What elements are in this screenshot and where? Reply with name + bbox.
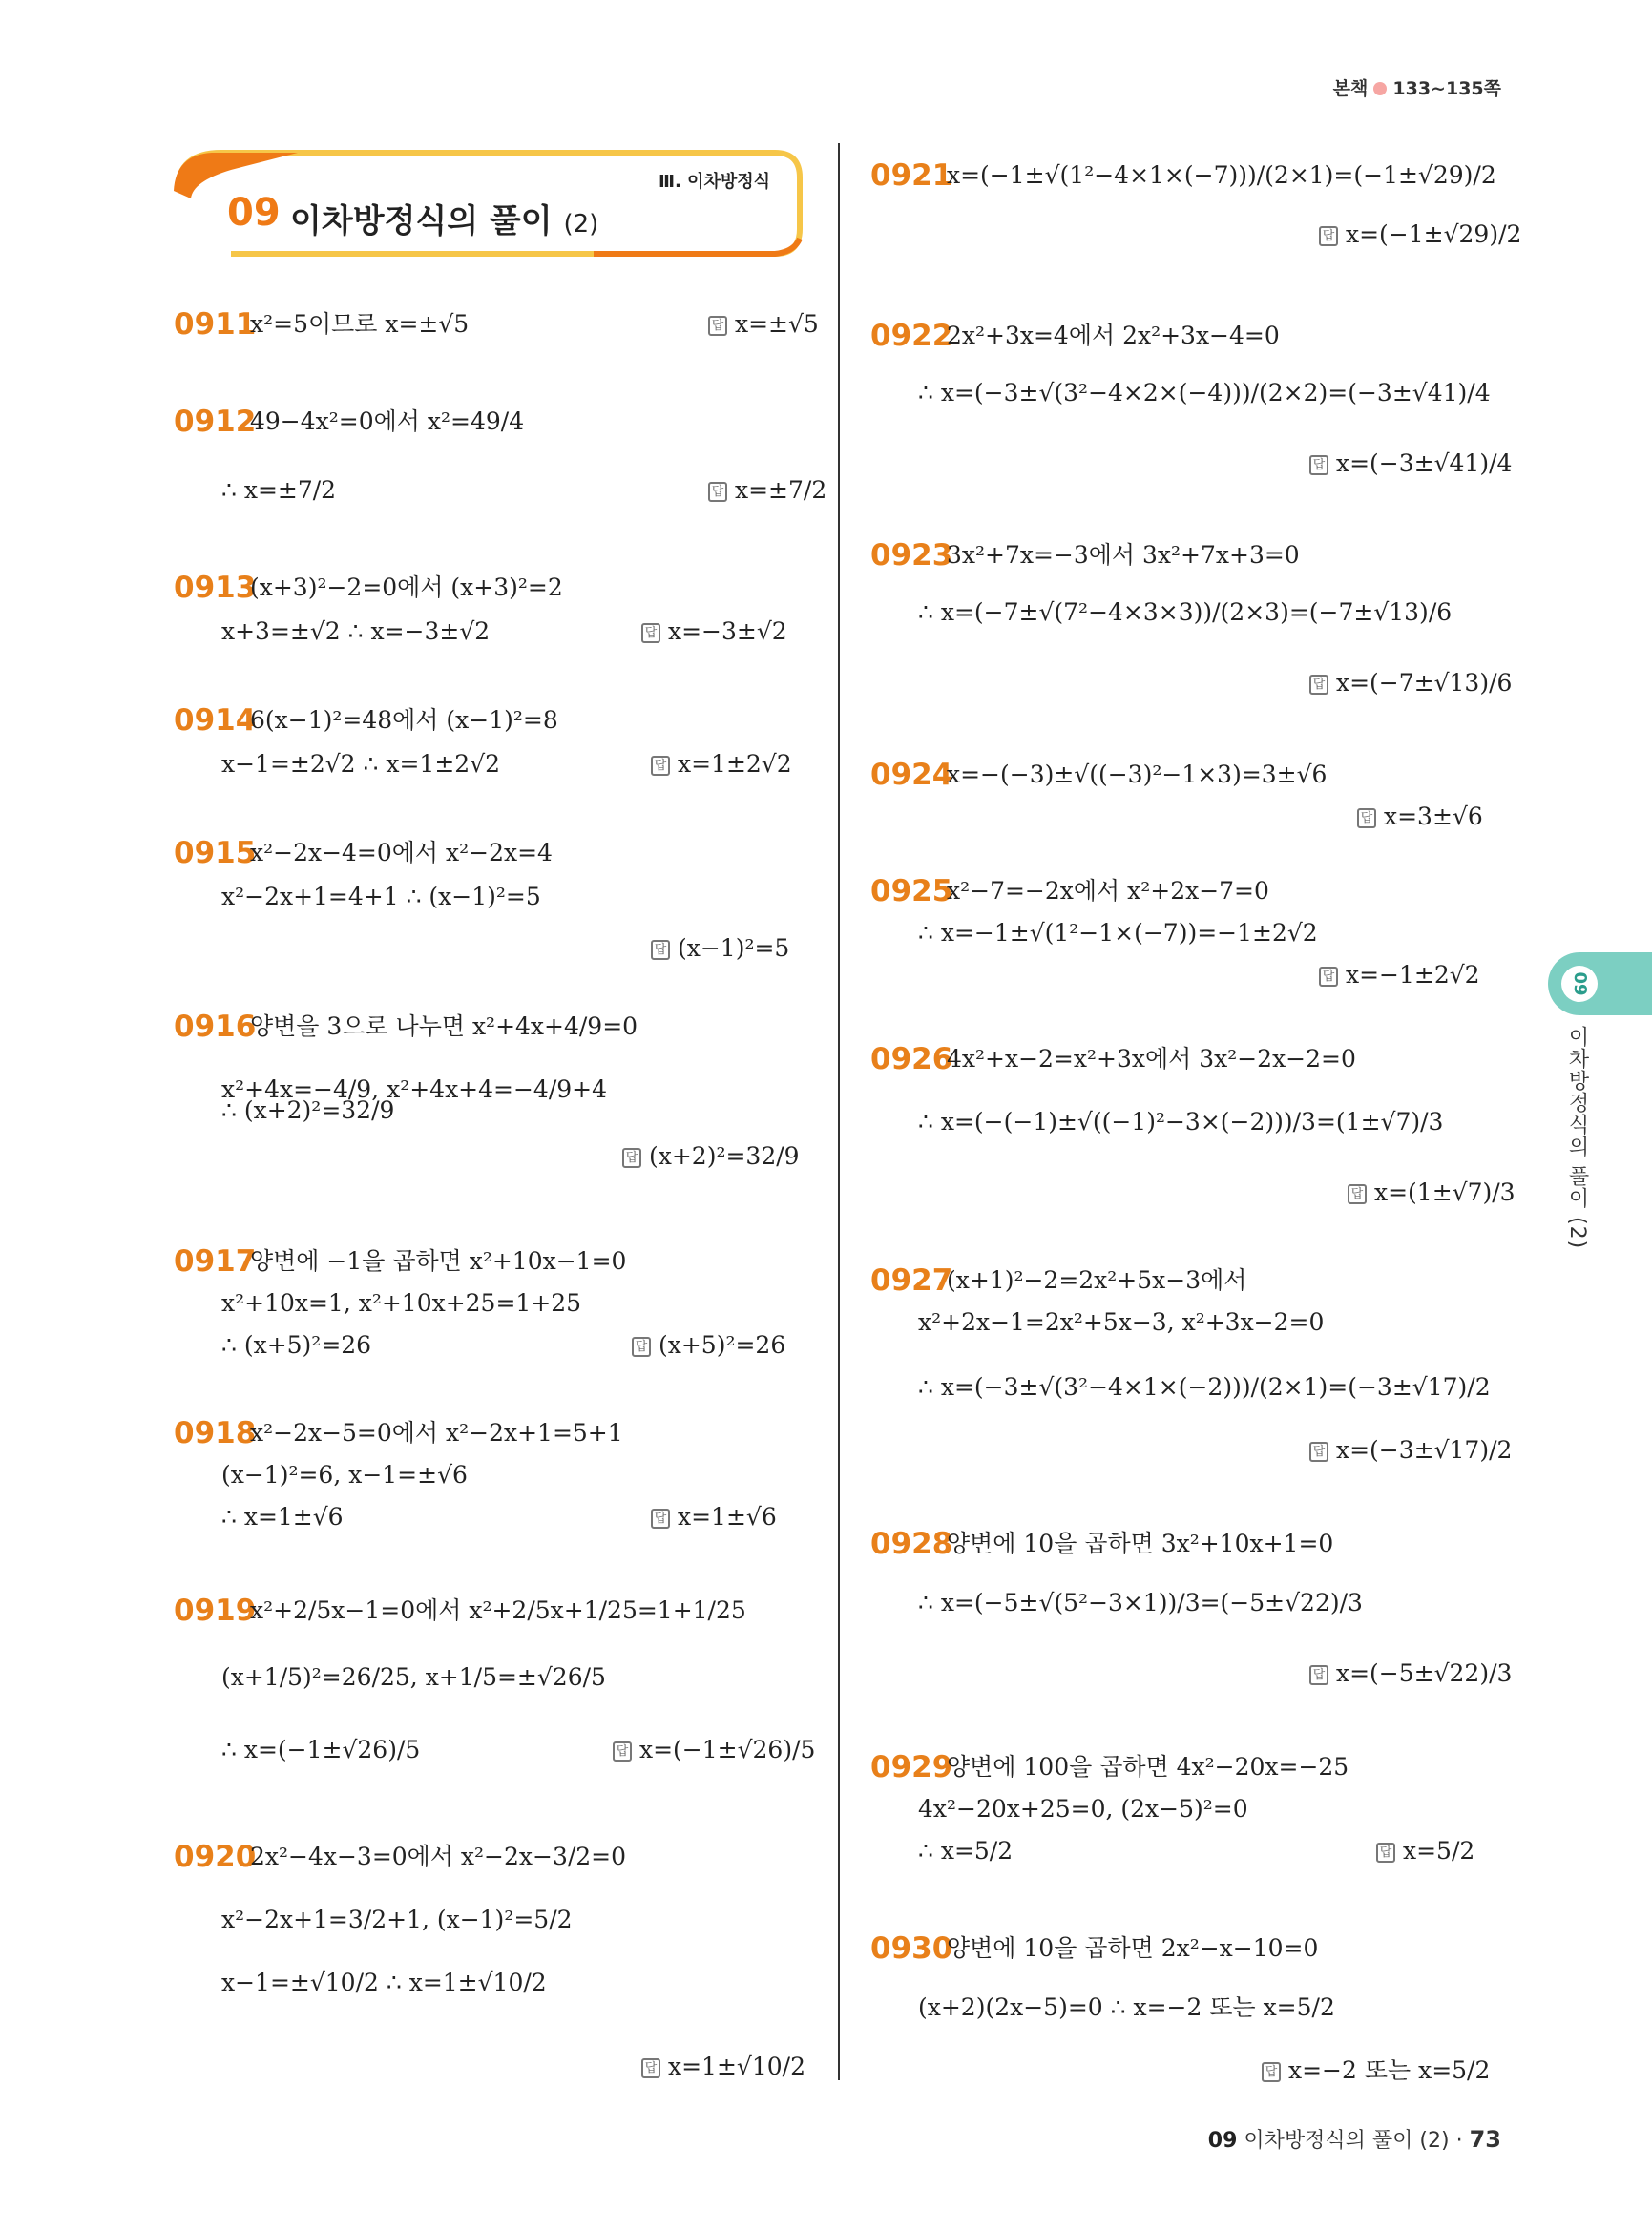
answer [1262,2050,1490,2092]
solution-line: ∴ x=−1±√(1²−1×(−7))=−1±2√2 [918,919,1318,947]
solution-line: x−1=±√10/2 ∴ x=1±√10/2 [221,1969,547,1996]
answer-text: x=1±2√2 [678,750,792,778]
solution-line: 3x²+7x=−3에서 3x²+7x+3=0 [947,541,1300,569]
section-banner [174,149,804,261]
solution-line: 4x²−20x+25=0, (2x−5)²=0 [918,1795,1248,1823]
answer-text: x=±7/2 [735,476,827,504]
answer-text: (x+5)²=26 [659,1331,786,1359]
problem-number: 0915 [174,836,257,870]
answer [1309,1653,1512,1695]
solution-line: x²−7=−2x에서 x²+2x−7=0 [947,877,1269,905]
answer [641,611,787,653]
solution-line: x=(−1±√(1²−4×1×(−7)))/(2×1)=(−1±√29)/2 [947,161,1496,189]
solution-line: x²−2x+1=3/2+1, (x−1)²=5/2 [221,1906,573,1933]
solution-line: 양변에 −1을 곱하면 x²+10x−1=0 [250,1247,627,1275]
section-number: 09 [227,191,281,235]
solution-line: 양변을 3으로 나누면 x²+4x+4/9=0 [250,1012,638,1040]
problem-number: 0916 [174,1010,257,1044]
answer-icon: 답 [651,940,670,960]
answer [708,469,826,511]
solution-line: ∴ x=(−7±√(7²−4×3×3))/(2×3)=(−7±√13)/6 [918,598,1453,626]
solution-line: ∴ x=5/2 [918,1837,1014,1865]
answer-text: x=(−3±√41)/4 [1336,449,1513,477]
answer [1319,954,1480,996]
answer-text: x=(−1±√29)/2 [1346,220,1522,248]
answer-icon: 답 [622,1148,641,1168]
problem-number: 0920 [174,1840,257,1874]
answer-icon: 답 [641,2058,660,2078]
problem-number: 0924 [870,758,953,792]
answer-text: x=−2 또는 x=5/2 [1288,2056,1491,2084]
problem-number: 0921 [870,158,953,193]
answer-text: x=1±√10/2 [668,2053,805,2080]
answer-icon: 답 [641,623,660,643]
solution-line: (x+1)²−2=2x²+5x−3에서 [947,1266,1247,1294]
problem-number: 0911 [174,307,257,342]
solution-line: 양변에 10을 곱하면 2x²−x−10=0 [947,1934,1319,1962]
solution-line: x²−2x−5=0에서 x²−2x+1=5+1 [250,1419,623,1447]
answer-icon: 답 [1348,1184,1367,1204]
solution-line: ∴ x=±7/2 [221,476,337,504]
solution-line: ∴ x=(−3±√(3²−4×2×(−4)))/(2×2)=(−3±√41)/4 [918,379,1491,407]
solution-line: ∴ x=(−(−1)±√((−1)²−3×(−2)))/3=(1±√7)/3 [918,1108,1444,1136]
answer-text: (x+2)²=32/9 [649,1142,800,1170]
solution-line: ∴ (x+5)²=26 [221,1331,372,1359]
solution-line: x²−2x+1=4+1 ∴ (x−1)²=5 [221,883,541,910]
answer-icon: 답 [1319,967,1338,987]
answer-text: x=1±√6 [678,1503,777,1531]
answer-icon: 답 [708,482,727,502]
solution-line: 양변에 10을 곱하면 3x²+10x+1=0 [947,1530,1334,1557]
problem-number: 0926 [870,1042,953,1076]
answer [651,743,792,785]
answer-icon: 답 [1309,1442,1328,1462]
solution-line: (x−1)²=6, x−1=±√6 [221,1461,468,1489]
answer [1319,214,1521,256]
side-tab: 09 [1548,952,1652,1015]
solution-line: x²+10x=1, x²+10x+25=1+25 [221,1289,582,1317]
problem-number: 0925 [870,874,953,908]
solution-line: x²=5이므로 x=±√5 [250,310,470,338]
answer-icon: 답 [1376,1843,1395,1863]
solution-line: 6(x−1)²=48에서 (x−1)²=8 [250,706,558,734]
solution-line: 양변에 100을 곱하면 4x²−20x=−25 [947,1753,1349,1781]
solution-line: x+3=±√2 ∴ x=−3±√2 [221,617,491,645]
solution-line: x²+2/5x−1=0에서 x²+2/5x+1/25=1+1/25 [250,1596,746,1624]
problem-number: 0919 [174,1594,257,1628]
answer-text: x=(−1±√26)/5 [639,1736,816,1763]
answer [641,2046,805,2088]
answer [1309,1429,1512,1471]
answer [708,303,819,345]
answer [651,1496,777,1538]
solution-line: 4x²+x−2=x²+3x에서 3x²−2x−2=0 [947,1045,1356,1073]
problem-number: 0914 [174,703,257,738]
solution-line: (x+2)(2x−5)=0 ∴ x=−2 또는 x=5/2 [918,1993,1335,2021]
answer [1348,1172,1516,1214]
solution-line: ∴ x=(−5±√(5²−3×1))/3=(−5±√22)/3 [918,1589,1363,1616]
answer-icon: 답 [1262,2062,1281,2082]
solution-line: 2x²−4x−3=0에서 x²−2x−3/2=0 [250,1843,627,1870]
answer-text: x=−3±√2 [668,617,787,645]
solution-line: ∴ (x+2)²=32/9 [221,1096,395,1124]
chapter-label: Ⅲ. 이차방정식 [659,172,771,192]
solution-line: x²+2x−1=2x²+5x−3, x²+3x−2=0 [918,1308,1325,1336]
side-tab-label: 이차방정식의 풀이 (2) [1565,1026,1589,1250]
answer-text: x=(1±√7)/3 [1374,1178,1516,1206]
page-number: 73 [1469,2126,1501,2153]
answer-icon: 답 [1309,675,1328,695]
answer-icon: 답 [1309,455,1328,475]
answer-icon: 답 [1319,226,1338,246]
answer-icon: 답 [651,756,670,776]
answer [622,1136,800,1178]
answer-text: x=(−3±√17)/2 [1336,1436,1513,1464]
answer [1376,1830,1474,1872]
problem-number: 0912 [174,405,257,439]
answer-icon: 답 [708,316,727,336]
solution-line: ∴ x=1±√6 [221,1503,344,1531]
problem-number: 0917 [174,1244,257,1279]
solution-line: (x+1/5)²=26/25, x+1/5=±√26/5 [221,1663,606,1691]
answer-text: x=3±√6 [1384,803,1483,830]
solution-line: ∴ x=(−3±√(3²−4×1×(−2)))/(2×1)=(−3±√17)/2 [918,1373,1491,1401]
problem-number: 0922 [870,319,953,353]
problem-number: 0930 [870,1931,953,1966]
answer-icon: 답 [1309,1665,1328,1685]
page-reference: 본책 133~135쪽 [1332,78,1501,99]
section-title: 이차방정식의 풀이 (2) [290,202,599,240]
answer-text: x=(−7±√13)/6 [1336,669,1513,697]
solution-line: x−1=±2√2 ∴ x=1±2√2 [221,750,501,778]
solution-line: x²−2x−4=0에서 x²−2x=4 [250,839,553,866]
solution-line: x²+4x=−4/9, x²+4x+4=−4/9+4 [221,1075,608,1103]
solution-line: x=−(−3)±√((−3)²−1×3)=3±√6 [947,761,1328,788]
solution-line: 2x²+3x=4에서 2x²+3x−4=0 [947,322,1280,349]
answer-text: x=(−5±√22)/3 [1336,1659,1513,1687]
answer [651,928,789,970]
answer-icon: 답 [651,1509,670,1529]
bullet-icon [1373,82,1387,95]
problem-number: 0913 [174,571,257,605]
solution-line: (x+3)²−2=0에서 (x+3)²=2 [250,573,563,601]
answer-text: (x−1)²=5 [678,934,790,962]
problem-number: 0918 [174,1416,257,1450]
answer-text: x=5/2 [1403,1837,1475,1865]
answer-icon: 답 [1357,808,1376,828]
answer [613,1729,815,1771]
answer-text: x=±√5 [735,310,819,338]
answer [632,1324,785,1366]
answer [1309,443,1512,485]
problem-number: 0927 [870,1263,953,1298]
solution-line: ∴ x=(−1±√26)/5 [221,1736,421,1763]
column-divider [838,143,840,2080]
problem-number: 0929 [870,1750,953,1784]
answer-text: x=−1±2√2 [1346,961,1480,989]
problem-number: 0923 [870,538,953,573]
answer-icon: 답 [632,1337,651,1357]
problem-number: 0928 [870,1527,953,1561]
answer-icon: 답 [613,1741,632,1762]
page-footer: 09 이차방정식의 풀이 (2) · 73 [1207,2126,1501,2153]
solution-line: 49−4x²=0에서 x²=49/4 [250,407,525,435]
answer [1357,796,1483,838]
answer [1309,662,1512,704]
